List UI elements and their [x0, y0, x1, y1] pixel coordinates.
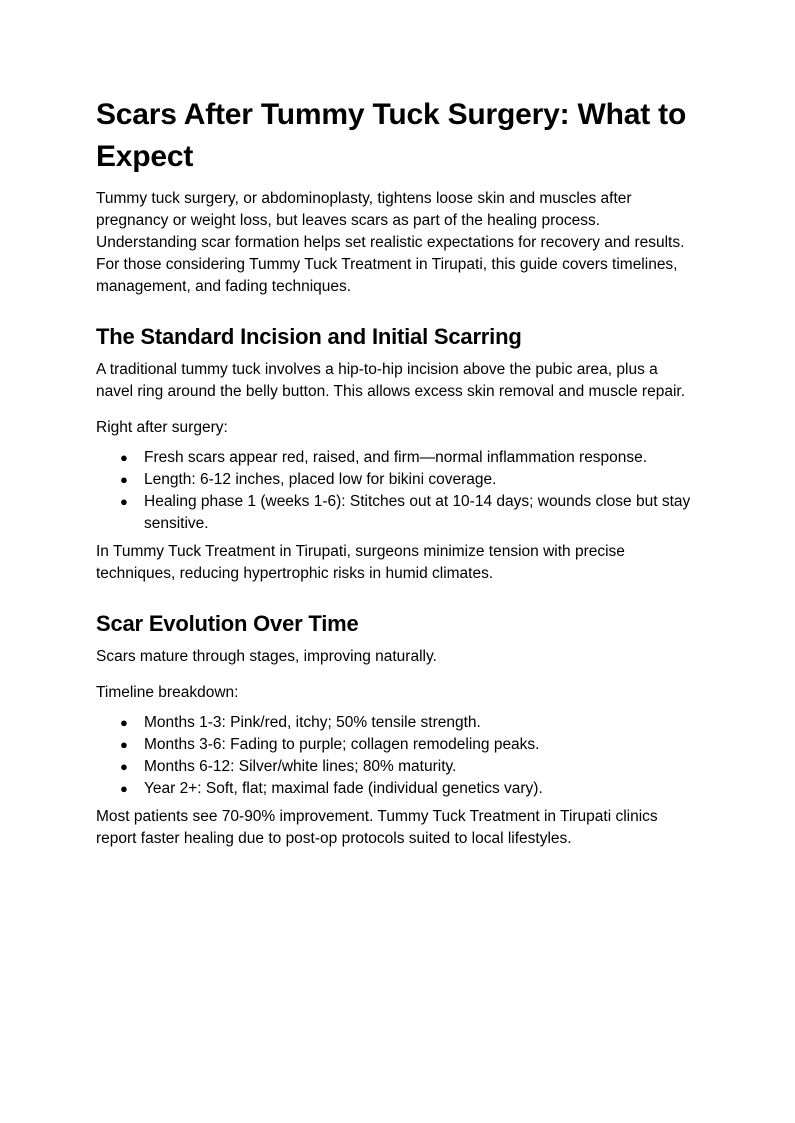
- bullet-icon: ●: [120, 781, 128, 796]
- list-item: [96, 491, 699, 535]
- list-item-text: Months 6-12: Silver/white lines; 80% maturity.: [144, 758, 457, 775]
- list-item: [96, 734, 699, 756]
- intro-paragraph: Tummy tuck surgery, or abdominoplasty, tightens loose skin and muscles after pregnancy or weight loss, but leaves scars as part of the healing process. Understanding scar formation helps set realistic expectations for recovery and results. For those considering Tummy Tuck Treatment in Tirupati, this guide covers timelines, management, and fading techniques.: [96, 190, 685, 295]
- bullet-icon: ●: [120, 494, 128, 509]
- bullet-icon: ●: [120, 472, 128, 487]
- bullet-list-incision: [96, 447, 699, 535]
- list-item: [96, 712, 699, 734]
- section-closing-evolution: Most patients see 70-90% improvement. Tummy Tuck Treatment in Tirupati clinics report faster healing due to post-op protocols suited to local lifestyles.: [96, 808, 658, 847]
- list-item-text: Length: 6-12 inches, placed low for bikini coverage.: [144, 471, 497, 488]
- section-closing-incision: In Tummy Tuck Treatment in Tirupati, surgeons minimize tension with precise techniques, reducing hypertrophic risks in humid climates.: [96, 543, 625, 582]
- list-item: [96, 447, 699, 469]
- bullet-icon: ●: [120, 450, 128, 465]
- list-intro-evolution: Timeline breakdown:: [96, 684, 239, 701]
- list-item-text: Fresh scars appear red, raised, and firm—normal inflammation response.: [144, 449, 648, 466]
- page-title: Scars After Tummy Tuck Surgery: What to Expect: [96, 98, 687, 173]
- section-paragraph-incision: A traditional tummy tuck involves a hip-to-hip incision above the pubic area, plus a navel ring around the belly button. This allows excess skin removal and muscle repair.: [96, 361, 686, 400]
- list-item: [96, 778, 699, 800]
- bullet-icon: ●: [120, 759, 128, 774]
- section-paragraph-evolution: Scars mature through stages, improving naturally.: [96, 648, 437, 665]
- list-item-text: Months 1-3: Pink/red, itchy; 50% tensile strength.: [144, 714, 481, 731]
- bullet-icon: ●: [120, 715, 128, 730]
- bullet-list-evolution: [96, 712, 699, 800]
- section-heading-incision: The Standard Incision and Initial Scarring: [96, 324, 522, 349]
- bullet-icon: ●: [120, 737, 128, 752]
- list-intro-incision: Right after surgery:: [96, 419, 228, 436]
- list-item: [96, 756, 699, 778]
- list-item: [96, 469, 699, 491]
- list-item-text: Year 2+: Soft, flat; maximal fade (individual genetics vary).: [144, 780, 543, 797]
- list-item-text: Months 3-6: Fading to purple; collagen remodeling peaks.: [144, 736, 540, 753]
- list-item-text: Healing phase 1 (weeks 1-6): Stitches out at 10-14 days; wounds close but stay sensitive.: [144, 493, 691, 532]
- section-heading-evolution: Scar Evolution Over Time: [96, 611, 359, 636]
